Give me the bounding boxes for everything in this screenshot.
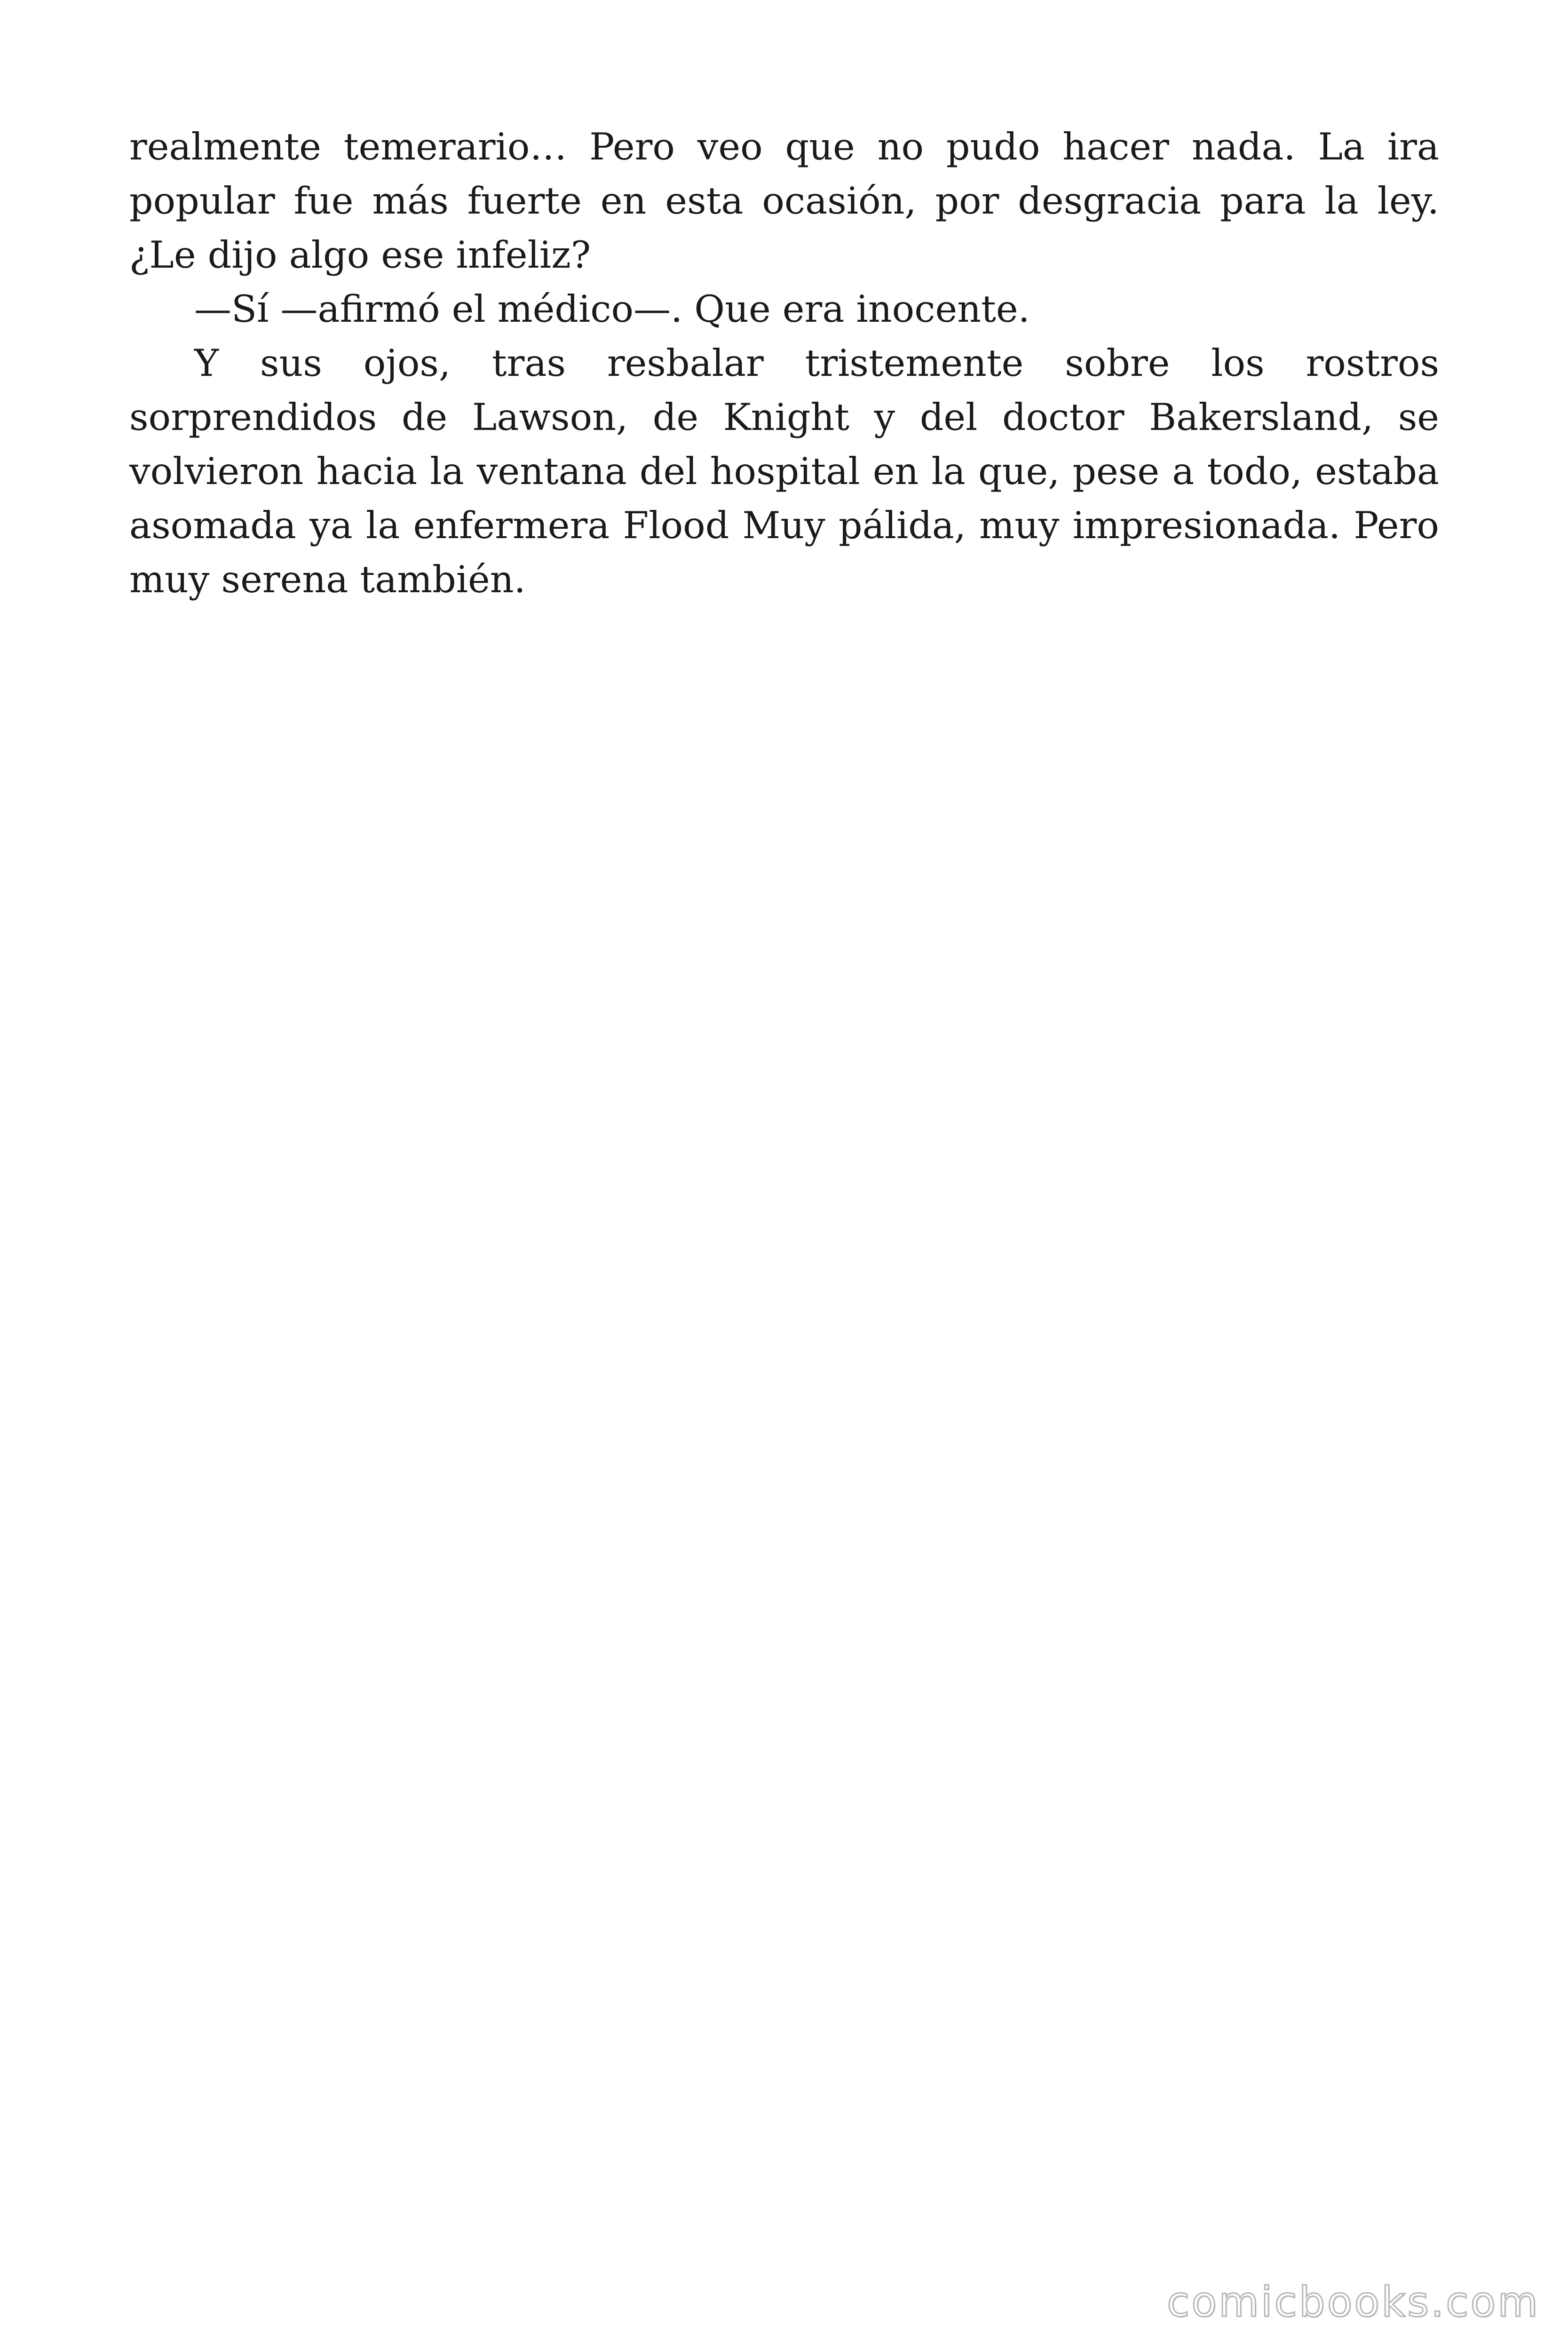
watermark-text: comicbooks.com <box>1166 2278 1540 2326</box>
paragraph-1: realmente temerario… Pero veo que no pudo hacer nada. La ira popular fue más fuerte en esta ocasión, por desgracia para la ley. ¿Le dijo algo ese infeliz? <box>129 125 1439 277</box>
paragraph-2: —Sí —afirmó el médico—. Que era inocente. <box>194 287 1030 331</box>
paragraph-3: Y sus ojos, tras resbalar tristemente sobre los rostros sorprendidos de Lawson, de Knight y del doctor Bakersland, se volvieron hacia la ventana del hospital en la que, pese a todo, estaba asomada ya la enfermera Flood Muy pálida, muy impresionada. Pero muy serena también. <box>129 342 1439 601</box>
body-text <box>129 120 1439 607</box>
